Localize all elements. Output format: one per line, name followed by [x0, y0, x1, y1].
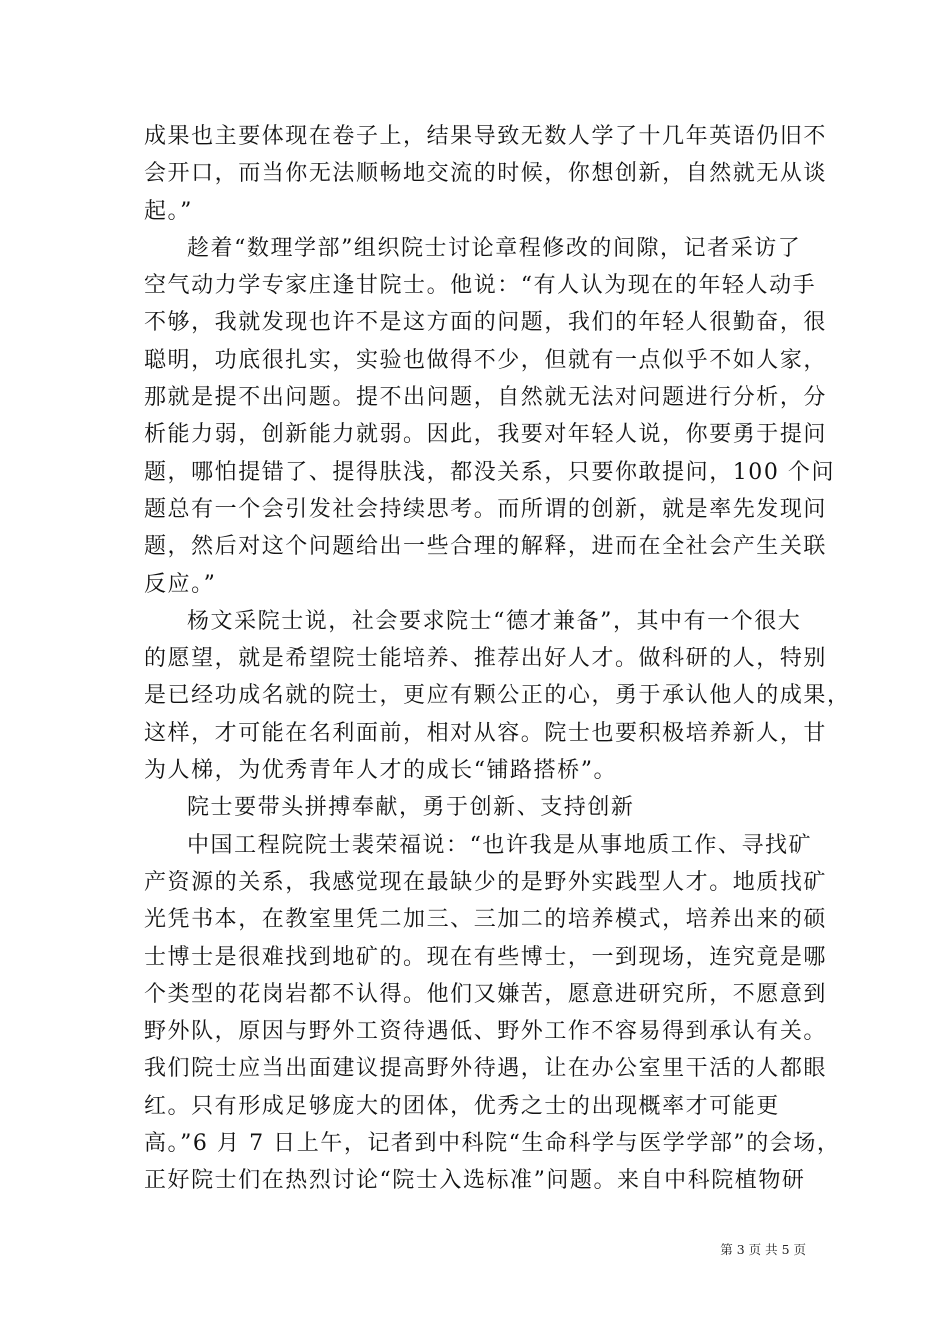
text-line: 会开口，而当你无法顺畅地交流的时候，你想创新，自然就无从谈 [144, 161, 827, 187]
text-line: 趁着“数理学部”组织院士讨论章程修改的间隙，记者采访了 [187, 235, 802, 261]
text-line: 题，哪怕提错了、提得肤浅，都没关系，只要你敢提问，100 个问 [144, 459, 836, 485]
text-line: 士博士是很难找到地矿的。现在有些博士，一到现场，连究竟是哪 [144, 944, 827, 970]
text-line: 中国工程院院士裴荣福说：“也许我是从事地质工作、寻找矿 [187, 832, 813, 858]
text-line: 高。”6 月 7 日上午，记者到中科院“生命科学与医学学部”的会场， [144, 1131, 841, 1157]
text-line: 正好院士们在热烈讨论“院士入选标准”问题。来自中科院植物研 [144, 1168, 806, 1194]
text-line: 空气动力学专家庄逢甘院士。他说：“有人认为现在的年轻人动手 [144, 273, 817, 299]
text-line: 产资源的关系，我感觉现在最缺少的是野外实践型人才。地质找矿 [144, 869, 827, 895]
text-line: 析能力弱，创新能力就弱。因此，我要对年轻人说，你要勇于提问 [144, 422, 827, 448]
text-line: 院士要带头拼搏奉献，勇于创新、支持创新 [187, 795, 635, 821]
text-line: 为人梯，为优秀青年人才的成长“铺路搭桥”。 [144, 758, 618, 784]
text-line: 题总有一个会引发社会持续思考。而所谓的创新，就是率先发现问 [144, 496, 827, 522]
text-line: 红。只有形成足够庞大的团体，优秀之士的出现概率才可能更 [144, 1093, 780, 1119]
text-line: 我们院士应当出面建议提高野外待遇，让在办公室里干活的人都眼 [144, 1056, 827, 1082]
text-line: 杨文采院士说，社会要求院士“德才兼备”，其中有一个很大 [187, 608, 802, 634]
text-line: 成果也主要体现在卷子上，结果导致无数人学了十几年英语仍旧不 [144, 124, 827, 149]
text-line: 这样，才可能在名利面前，相对从容。院士也要积极培养新人，甘 [144, 720, 827, 746]
page-footer: 第 3 页 共 5 页 [720, 1242, 806, 1257]
text-line: 个类型的花岗岩都不认得。他们又嫌苦，愿意进研究所，不愿意到 [144, 981, 827, 1007]
text-line: 聪明，功底很扎实，实验也做得不少，但就有一点似乎不如人家， [144, 347, 827, 373]
body-text [144, 118, 851, 1200]
text-line: 是已经功成名就的院士，更应有颗公正的心，勇于承认他人的成果， [144, 683, 851, 709]
text-line: 不够，我就发现也许不是这方面的问题，我们的年轻人很勤奋，很 [144, 310, 827, 336]
text-line: 那就是提不出问题。提不出问题，自然就无法对问题进行分析，分 [144, 385, 827, 411]
text-line: 光凭书本，在教室里凭二加三、三加二的培养模式，培养出来的硕 [144, 907, 827, 933]
text-line: 起。” [144, 198, 193, 224]
text-line: 反应。” [144, 571, 217, 597]
text-line: 野外队，原因与野外工资待遇低、野外工作不容易得到承认有关。 [144, 1019, 827, 1045]
text-line: 的愿望，就是希望院士能培养、推荐出好人才。做科研的人，特别 [144, 646, 827, 672]
text-line: 题，然后对这个问题给出一些合理的解释，进而在全社会产生关联 [144, 534, 827, 560]
